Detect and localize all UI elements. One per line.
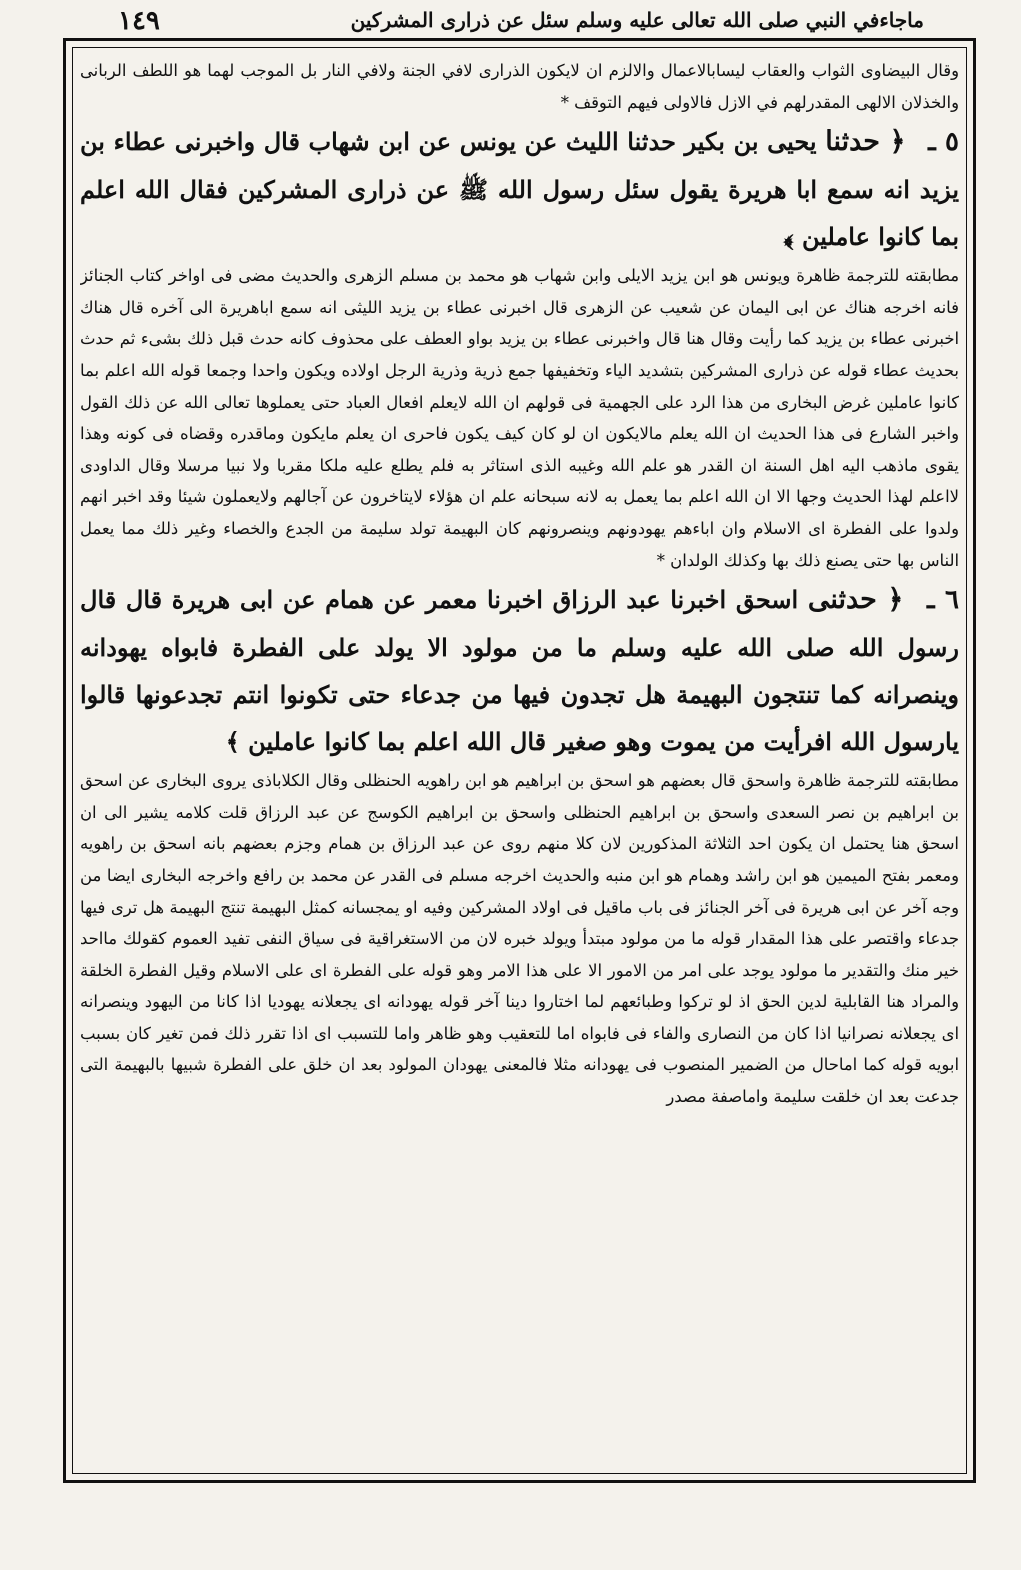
hadith-number: ٦ ـ [927,585,959,616]
hadith-opener: ﴿ حدثنا [825,126,906,158]
hadith-opener: ﴿ حدثنى [807,584,904,616]
page-header [64,4,984,36]
hadith-block [80,576,959,765]
running-title: ماجاءفي النبي صلى الله تعالى عليه وسلم سئل عن ذرارى المشركين [350,8,924,32]
page-frame [63,38,976,1483]
commentary-paragraph: مطابقته للترجمة ظاهرة ويونس هو ابن يزيد الايلى وابن شهاب هو محمد بن مسلم الزهرى والحديث مضى فى اواخر كتاب الجنائز فانه اخرجه هناك عن ابى اليمان عن شعيب عن الزهرى قال اخبرنى عطاء بن يزيد الليثى انه سمع اباهريرة الى آخره قال هناك اخبرنى عطاء بن يزيد كما رأيت وقال هنا قال واخبرنى عطاء بن يزيد بواو العطف على محذوف كانه حدث قبل ذلك بشىء ثم حدث بحديث عطاء قوله عن ذرارى المشركين بتشديد الياء وتخفيفها جمع ذرية وذرية الرجل اولاده ويكون واحدا وجمعا قوله الله اعلم بما كانوا عاملين غرض البخارى من هذا الرد على الجهمية فى قولهم ان الله لايعلم افعال العباد حتى يعملوها تعالى الله عن ذلك القول واخبر الشارع فى هذا الحديث ان الله يعلم مالايكون ان لو كان كيف يكون فاحرى ان يعلم مايكون وماقدره وقضاه فى كونه وهذا يقوى ماذهب اليه اهل السنة ان القدر هو علم الله وغيبه الذى استاثر به فلم يطلع عليه ملكا مقربا ولا نبيا مرسلا وقال الداودى لااعلم لهذا الحديث وجها الا ان الله اعلم بما يعمل به لانه سبحانه علم ان هؤلاء لايتاخرون عن آجالهم ولايعملون شيئا وقد اخبر انهم ولدوا على الفطرة اى الاسلام وان اباءهم يهودونهم وينصرونهم كان البهيمة تولد سليمة من الجدع والخصاء وغير ذلك مما يعمل الناس بها حتى يصنع ذلك بها وكذلك الولدان * [80,266,959,570]
hadith-number: ٥ ـ [928,127,959,158]
hadith-text: اسحق اخبرنا عبد الرزاق اخبرنا معمر عن همام عن ابى هريرة قال قال رسول الله صلى الله عليه وسلم ما من مولود الا يولد على الفطرة فابواه يهودانه وينصرانه كما تنتجون البهيمة هل تجدون فيها من جدعاء حتى تكونوا انتم تجدعونها قالوا يارسول الله افرأيت من يموت وهو صغير قال الله اعلم بما كانوا عاملين ﴾ [80,585,959,757]
page-content [80,55,959,1470]
commentary-paragraph: مطابقته للترجمة ظاهرة واسحق قال بعضهم هو اسحق بن ابراهيم هو ابن راهويه الحنظلى وقال الكلاباذى يروى البخارى عن اسحق بن ابراهيم بن نصر السعدى واسحق بن ابراهيم الحنظلى واسحق بن ابراهيم الكوسج عن عبد الرزاق قلت كلامه يشير الى ان اسحق هنا يحتمل ان يكون احد الثلاثة المذكورين لان كلا منهم روى عن عبد الرزاق بن همام وجزم بعضهم بانه اسحق بن راهويه ومعمر بفتح الميمين هو ابن راشد وهمام هو ابن منبه والحديث اخرجه مسلم فى القدر عن محمد بن رافع واخرجه البخارى ايضا من وجه آخر عن ابى هريرة فى آخر الجنائز فى باب ماقيل فى اولاد المشركين وفيه او يمجسانه كمثل البهيمة تنتج البهيمة هل ترى فيها جدعاء واقتصر على هذا المقدار قوله ما من مولود مبتدأ ويولد خبره لان من الاستغراقية فى سياق النفى تفيد العموم كقولك مااحد خير منك والتقدير ما مولود يوجد على امر من الامور الا على هذا الامر وهو قوله على الفطرة اى على الاسلام وقيل الفطرة الخلقة والمراد هنا القابلية لدين الحق اذ لو تركوا وطبائعهم لما اختاروا دينا آخر قوله يهودانه اى يجعلانه يهوديا اذا كانا من اليهود وينصرانه اى يجعلانه نصرانيا اذا كان من النصارى والفاء فى فابواه اما للتعقيب وهو ظاهر واما للتسبب اى اذا تقرر ذلك فمن تغير كان بسبب ابويه قوله كما اماحال من الضمير المنصوب فى يهودانه مثلا فالمعنى يهودان المولود بعد ان خلق على الفطرة شبيها بالبهيمة التى جدعت بعد ان خلقت سليمة واماصفة مصدر [80,771,959,1107]
commentary-paragraph: وقال البيضاوى الثواب والعقاب ليسابالاعمال والالزم ان لايكون الذرارى لافي الجنة ولافي النار بل الموجب لهما هو اللطف الربانى والخذلان الالهى المقدرلهم في الازل فالاولى فيهم التوقف * [80,61,959,112]
page-number: ١٤٩ [118,6,160,36]
hadith-block [80,118,959,260]
hadith-text: يحيى بن بكير حدثنا الليث عن يونس عن ابن شهاب قال واخبرنى عطاء بن يزيد انه سمع ابا هريرة يقول سئل رسول الله ﷺ عن ذرارى المشركين فقال الله اعلم بما كانوا عاملين ﴾ [80,127,959,252]
